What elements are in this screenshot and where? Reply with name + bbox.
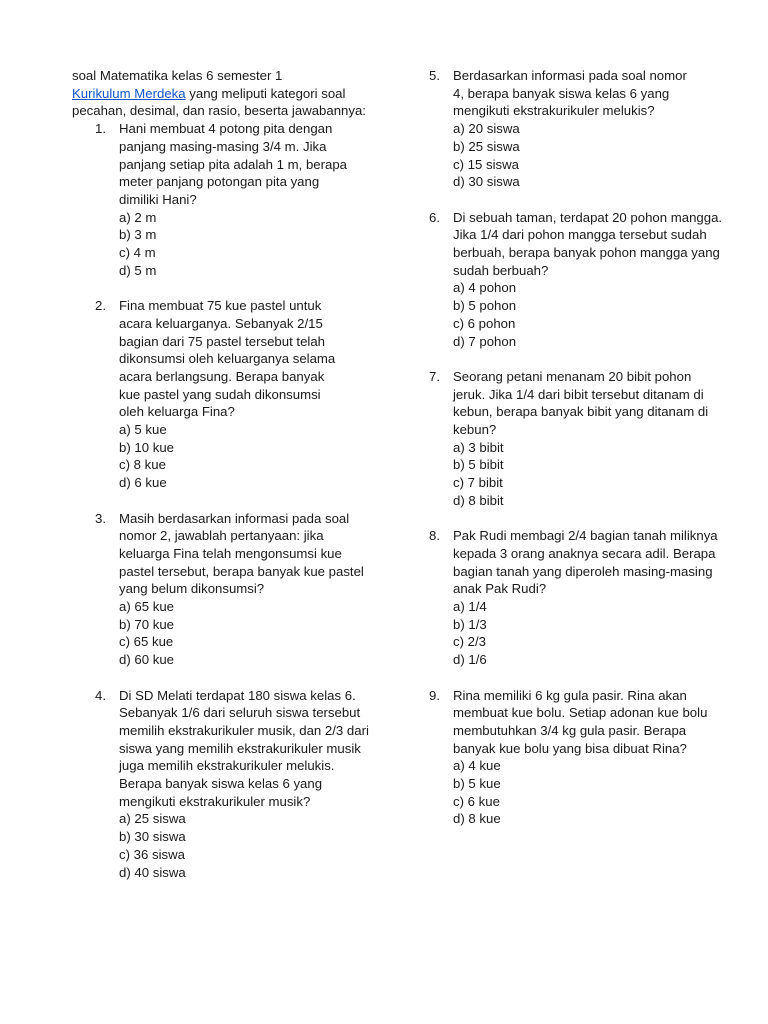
- question-number: 8.: [429, 528, 440, 544]
- option-c: c) 7 bibit: [453, 475, 503, 491]
- option-b: b) 70 kue: [119, 616, 174, 632]
- option-b: b) 3 m: [119, 227, 157, 243]
- question-5: [424, 67, 693, 191]
- question-number: 3.: [95, 510, 106, 526]
- option-b: b) 5 bibit: [453, 457, 504, 473]
- question-text: Masih berdasarkan informasi pada soal nomor 2, jawablah pertanyaan: jika keluarga Fina telah mengonsumsi kue pastel tersebut, berapa banyak kue pastel yang belum dikonsumsi?: [119, 510, 364, 597]
- intro-paragraph: [72, 67, 372, 120]
- option-a: a) 2 m: [119, 209, 157, 225]
- option-c: c) 36 siswa: [119, 846, 185, 862]
- option-a: a) 4 pohon: [453, 280, 517, 296]
- question-number: 7.: [429, 368, 440, 384]
- option-d: d) 8 kue: [453, 811, 501, 827]
- left-column: [72, 67, 372, 899]
- option-d: d) 8 bibit: [453, 492, 504, 508]
- answer-options: [119, 421, 349, 492]
- question-4: [72, 687, 369, 882]
- question-number: 6.: [429, 209, 440, 225]
- option-c: c) 8 kue: [119, 457, 166, 473]
- question-number: 5.: [429, 68, 440, 83]
- option-d: d) 1/6: [453, 652, 487, 668]
- answer-options: [453, 279, 723, 350]
- answer-options: [453, 439, 718, 510]
- option-b: b) 5 kue: [453, 776, 501, 792]
- answer-options: [119, 810, 369, 881]
- intro-text-end: yang meliputi kategori soal pecahan, desimal, dan rasio, beserta jawabannya:: [72, 85, 366, 119]
- answer-options: [119, 598, 369, 669]
- answer-options: [453, 598, 718, 669]
- option-a: a) 20 siswa: [453, 121, 520, 137]
- answer-options: [453, 120, 693, 191]
- option-a: a) 25 siswa: [119, 811, 186, 827]
- option-c: c) 4 m: [119, 245, 156, 261]
- option-d: d) 40 siswa: [119, 864, 186, 880]
- question-text: Seorang petani menanam 20 bibit pohon jeruk. Jika 1/4 dari bibit tersebut ditanam di kebun, berapa banyak bibit yang ditanam di kebun?: [453, 368, 709, 438]
- kurikulum-merdeka-link[interactable]: Kurikulum Merdeka: [72, 85, 186, 101]
- answer-options: [453, 757, 728, 828]
- option-b: b) 30 siswa: [119, 829, 186, 845]
- option-d: d) 60 kue: [119, 652, 174, 668]
- question-7: [424, 368, 718, 510]
- question-number: 2.: [95, 298, 106, 314]
- right-column: [424, 67, 723, 846]
- question-text: Di sebuah taman, terdapat 20 pohon mangga. Jika 1/4 dari pohon mangga tersebut sudah berbuah, berapa banyak pohon mangga yang sudah berbuah?: [453, 209, 723, 278]
- option-c: c) 6 pohon: [453, 315, 516, 331]
- question-6: [424, 209, 723, 351]
- option-d: d) 5 m: [119, 262, 157, 278]
- question-text: Pak Rudi membagi 2/4 bagian tanah miliknya kepada 3 orang anaknya secara adil. Berapa bagian tanah yang diperoleh masing-masing anak Pak Rudi?: [453, 528, 718, 597]
- question-1: [72, 120, 359, 279]
- option-a: a) 4 kue: [453, 758, 501, 774]
- answer-options: [119, 209, 359, 280]
- option-a: a) 65 kue: [119, 599, 174, 615]
- question-number: 1.: [95, 121, 106, 137]
- question-text: Rina memiliki 6 kg gula pasir. Rina akan membuat kue bolu. Setiap adonan kue bolu membutuhkan 3/4 kg gula pasir. Berapa banyak kue bolu yang bisa dibuat Rina?: [453, 687, 708, 756]
- option-c: c) 15 siswa: [453, 156, 519, 172]
- option-b: b) 1/3: [453, 616, 487, 632]
- question-text: Berdasarkan informasi pada soal nomor 4, berapa banyak siswa kelas 6 yang mengikuti ekstrakurikuler melukis?: [453, 68, 687, 119]
- question-8: [424, 527, 718, 669]
- option-b: b) 10 kue: [119, 439, 174, 455]
- option-c: c) 2/3: [453, 634, 486, 650]
- option-b: b) 5 pohon: [453, 298, 517, 314]
- option-c: c) 6 kue: [453, 793, 500, 809]
- intro-text-start: soal Matematika kelas 6 semester 1: [72, 68, 283, 83]
- option-d: d) 7 pohon: [453, 333, 517, 349]
- question-number: 4.: [95, 687, 106, 703]
- option-a: a) 5 kue: [119, 422, 167, 438]
- question-3: [72, 510, 369, 669]
- option-c: c) 65 kue: [119, 634, 174, 650]
- question-9: [424, 687, 728, 829]
- question-text: Hani membuat 4 potong pita dengan panjang masing-masing 3/4 m. Jika panjang setiap pita adalah 1 m, berapa meter panjang potongan pita yang dimiliki Hani?: [119, 121, 348, 207]
- option-a: a) 3 bibit: [453, 439, 504, 455]
- question-text: Fina membuat 75 kue pastel untuk acara keluarganya. Sebanyak 2/15 bagian dari 75 pastel tersebut telah dikonsumsi oleh keluarganya selama acara berlangsung. Berapa banyak kue pastel yang sudah dikonsumsi oleh keluarga Fina?: [119, 298, 336, 420]
- option-d: d) 30 siswa: [453, 174, 520, 190]
- option-b: b) 25 siswa: [453, 138, 520, 154]
- question-number: 9.: [429, 687, 440, 703]
- question-text: Di SD Melati terdapat 180 siswa kelas 6. Sebanyak 1/6 dari seluruh siswa tersebut memilih ekstrakurikuler musik, dan 2/3 dari siswa yang memilih ekstrakurikuler musik juga memilih ekstrakurikuler melukis. Berapa banyak siswa kelas 6 yang mengikuti ekstrakurikuler musik?: [119, 687, 369, 809]
- option-a: a) 1/4: [453, 599, 487, 615]
- option-d: d) 6 kue: [119, 475, 167, 491]
- question-2: [72, 297, 349, 492]
